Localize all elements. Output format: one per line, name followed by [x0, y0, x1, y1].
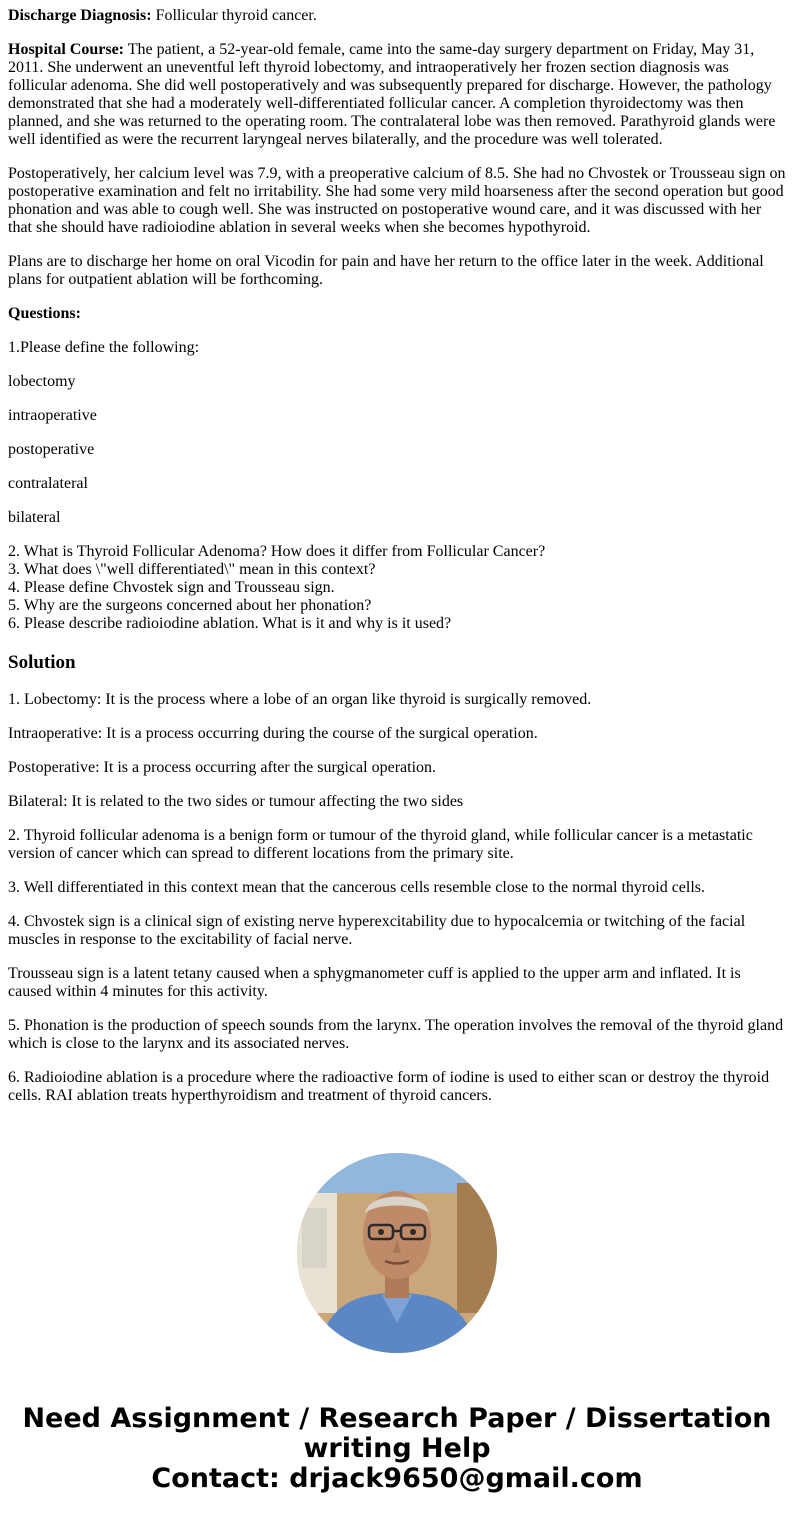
- answer-item: 2. Thyroid follicular adenoma is a benign form or tumour of the thyroid gland, while follicular cancer is a metastatic version of cancer which can spread to different locations from the primary site.: [8, 827, 753, 862]
- answer-item: Bilateral: It is related to the two sides or tumour affecting the two sides: [8, 793, 464, 810]
- question-item: 5. Why are the surgeons concerned about her phonation?: [8, 597, 372, 614]
- author-avatar: [297, 1153, 497, 1353]
- answer-item: Intraoperative: It is a process occurring during the course of the surgical operation.: [8, 725, 538, 742]
- promo-contact: Contact: drjack9650@gmail.com: [151, 1463, 643, 1494]
- diagnosis-value: Follicular thyroid cancer.: [151, 7, 317, 24]
- question-item: 2. What is Thyroid Follicular Adenoma? How does it differ from Follicular Cancer?: [8, 543, 546, 560]
- term-item: intraoperative: [8, 407, 97, 424]
- question-list: [8, 543, 786, 633]
- answer-item: 5. Phonation is the production of speech sounds from the larynx. The operation involves the removal of the thyroid gland which is close to the larynx and its associated nerves.: [8, 1017, 784, 1052]
- course-text: The patient, a 52-year-old female, came into the same-day surgery department on Friday, May 31, 2011. She underwent an uneventful left thyroid lobectomy, and intraoperatively her frozen section diagnosis was follicular adenoma. She did well postoperatively and was subsequently prepared for discharge. However, the pathology demonstrated that she had a moderately well-differentiated follicular cancer. A completion thyroidectomy was then planned, and she was returned to the operating room. The contralateral lobe was then removed. Parathyroid glands were well identified as were the recurrent laryngeal nerves bilaterally, and the procedure was well tolerated.: [8, 41, 776, 148]
- answer-item: Trousseau sign is a latent tetany caused when a sphygmanometer cuff is applied to the upper arm and inflated. It is caused within 4 minutes for this activity.: [8, 965, 741, 1000]
- question-item: 4. Please define Chvostek sign and Trousseau sign.: [8, 579, 335, 596]
- hospital-course: [8, 41, 786, 149]
- answer-item: 1. Lobectomy: It is the process where a lobe of an organ like thyroid is surgically removed.: [8, 691, 592, 708]
- term-item: contralateral: [8, 475, 88, 492]
- diagnosis-label: Discharge Diagnosis:: [8, 7, 152, 24]
- question-1-intro: 1.Please define the following:: [8, 339, 200, 356]
- promo-line-1: Need Assignment / Research Paper / Dissertation: [22, 1403, 772, 1434]
- avatar-portrait-icon: [297, 1153, 497, 1353]
- question-item: 6. Please describe radioiodine ablation. What is it and why is it used?: [8, 615, 452, 632]
- answer-item: 3. Well differentiated in this context mean that the cancerous cells resemble close to the normal thyroid cells.: [8, 879, 706, 896]
- question-item: 3. What does \"well differentiated\" mean in this context?: [8, 561, 376, 578]
- answer-item: 6. Radioiodine ablation is a procedure where the radioactive form of iodine is used to either scan or destroy the thyroid cells. RAI ablation treats hyperthyroidism and treatment of thyroid cancers.: [8, 1069, 770, 1104]
- promo-banner: [0, 1404, 794, 1494]
- term-item: bilateral: [8, 509, 61, 526]
- plans-paragraph: Plans are to discharge her home on oral Vicodin for pain and have her return to the office later in the week. Additional plans for outpatient ablation will be forthcoming.: [8, 253, 764, 288]
- discharge-diagnosis: [8, 7, 786, 25]
- solution-heading: Solution: [8, 652, 76, 673]
- questions-heading: [8, 305, 786, 323]
- term-item: lobectomy: [8, 373, 76, 390]
- answer-item: 4. Chvostek sign is a clinical sign of existing nerve hyperexcitability due to hypocalcemia or twitching of the facial muscles in response to the excitability of facial nerve.: [8, 913, 746, 948]
- postoperative-paragraph: Postoperatively, her calcium level was 7.9, with a preoperative calcium of 8.5. She had no Chvostek or Trousseau sign on postoperative examination and felt no irritability. She had some very mild hoarseness after the second operation but good phonation and was able to cough well. She was instructed on postoperative wound care, and it was discussed with her that she should have radioiodine ablation in several weeks when she becomes hypothyroid.: [8, 165, 786, 236]
- questions-heading-text: Questions:: [8, 305, 81, 322]
- promo-line-2: writing Help: [303, 1433, 491, 1464]
- answer-item: Postoperative: It is a process occurring after the surgical operation.: [8, 759, 437, 776]
- course-label: Hospital Course:: [8, 41, 124, 58]
- term-item: postoperative: [8, 441, 95, 458]
